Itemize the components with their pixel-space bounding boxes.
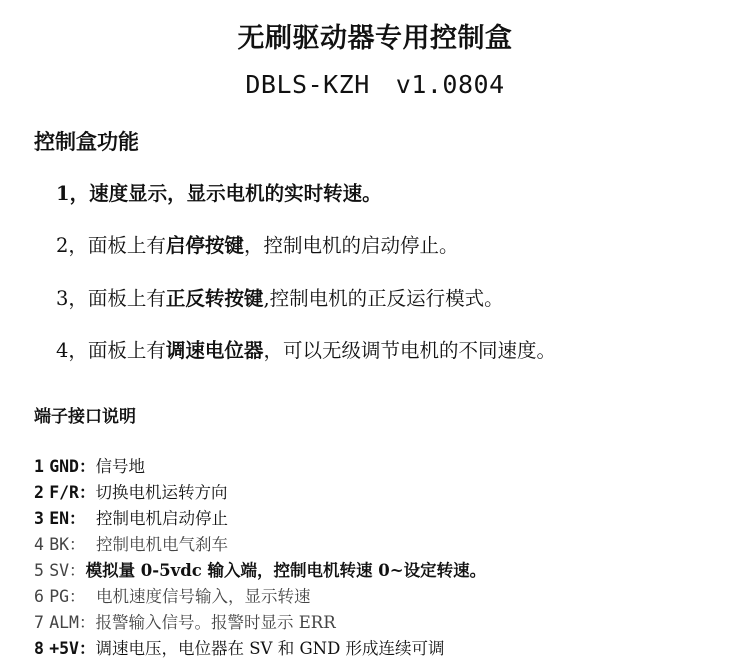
feature-text: ,控制电机的正反运行模式。	[263, 287, 504, 310]
feature-highlight: 正反转按键	[165, 287, 264, 310]
terminal-number: 1	[34, 457, 44, 476]
terminal-row-pg	[34, 583, 311, 607]
terminal-key: +5V：	[49, 639, 96, 658]
version-number: v1.0804	[395, 70, 505, 99]
terminal-desc: 调速电压，电位器在 SV 和 GND 形成连续可调	[95, 639, 445, 658]
feature-item-1: 1，速度显示，显示电机的实时转速。	[56, 182, 382, 205]
feature-item-2	[56, 230, 458, 258]
terminal-key: ALM：	[49, 613, 96, 632]
terminal-desc: 控制电机电气刹车	[85, 535, 229, 554]
terminal-number: 4	[34, 535, 44, 554]
feature-text: ，控制电机的启动停止。	[243, 234, 459, 257]
terminal-desc: 信号地	[95, 457, 145, 476]
terminal-row-en	[34, 505, 228, 529]
terminal-key: GND：	[49, 457, 96, 476]
terminal-key: BK：	[49, 535, 86, 554]
terminal-number: 5	[34, 561, 44, 580]
feature-highlight: 启停按键	[165, 234, 244, 257]
terminal-desc: 控制电机启动停止	[85, 509, 229, 528]
terminal-key: SV：	[49, 561, 86, 580]
feature-text: 2，面板上有	[56, 234, 166, 257]
terminal-row-gnd	[34, 453, 145, 477]
feature-text: ，可以无级调节电机的不同速度。	[263, 339, 556, 362]
terminal-row-sv	[34, 557, 486, 581]
feature-text: 4，面板上有	[56, 339, 166, 362]
terminal-key: PG：	[49, 587, 86, 606]
terminal-row-fr	[34, 479, 228, 503]
terminal-desc: 模拟量 0-5vdc 输入端，控制电机转速 0~设定转速。	[85, 561, 487, 580]
terminal-number: 7	[34, 613, 44, 632]
feature-item-4	[56, 335, 556, 363]
document-title: 无刷驱动器专用控制盒	[237, 23, 513, 54]
feature-text: 3，面板上有	[56, 287, 166, 310]
terminal-desc: 报警输入信号。报警时显示 ERR	[95, 613, 336, 632]
terminals-heading: 端子接口说明	[34, 407, 136, 427]
terminal-number: 3	[34, 509, 44, 528]
functions-heading: 控制盒功能	[34, 129, 139, 154]
terminal-desc: 切换电机运转方向	[95, 483, 228, 502]
terminal-desc: 电机速度信号输入，显示转速	[85, 587, 311, 606]
terminal-number: 6	[34, 587, 44, 606]
model-version-line	[0, 70, 750, 99]
terminal-key: EN：	[49, 509, 86, 528]
model-code: DBLS-KZH	[245, 70, 370, 99]
terminal-row-alm	[34, 609, 336, 633]
terminal-row-bk	[34, 531, 228, 555]
terminal-number: 2	[34, 483, 44, 502]
feature-item-3	[56, 283, 504, 311]
feature-highlight: 调速电位器	[165, 339, 264, 362]
terminal-key: F/R：	[49, 483, 96, 502]
terminal-row-5v	[34, 635, 445, 659]
terminal-number: 8	[34, 639, 44, 658]
